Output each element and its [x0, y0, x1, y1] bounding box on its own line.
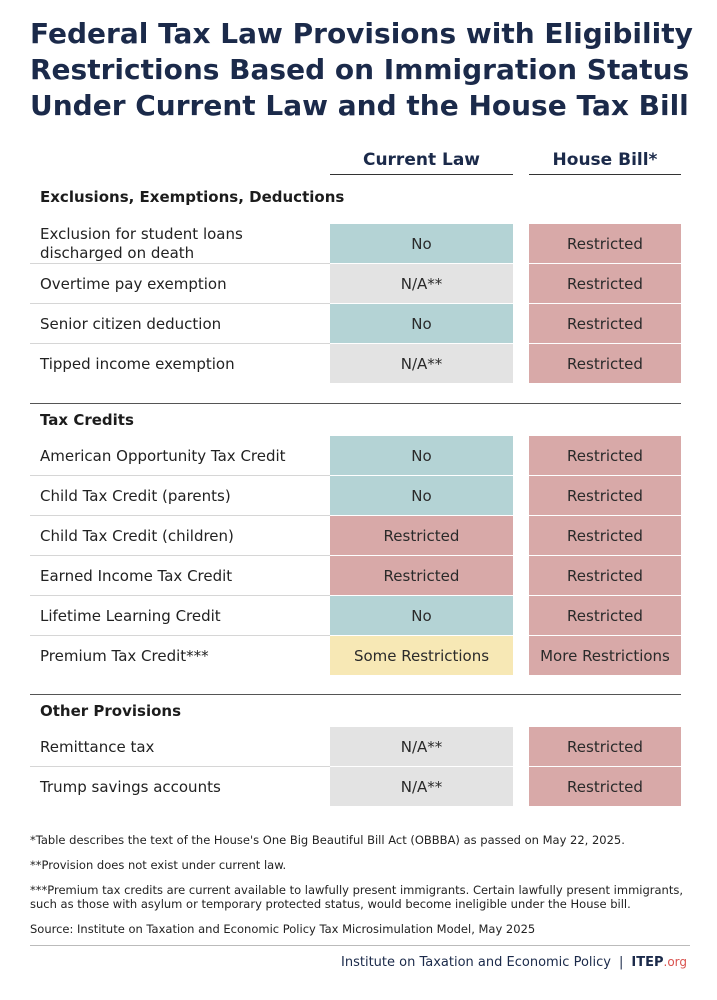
table-row [30, 224, 681, 264]
footer-divider [30, 945, 690, 946]
current-law-cell: No [330, 224, 513, 264]
house-bill-cell: Restricted [529, 476, 681, 516]
table-row [30, 264, 681, 304]
house-bill-cell: Restricted [529, 344, 681, 384]
row-label: Tipped income exemption [40, 354, 235, 373]
house-bill-cell: Restricted [529, 224, 681, 264]
footer-credit [341, 955, 687, 970]
row-label: Earned Income Tax Credit [40, 566, 233, 585]
table-row [30, 436, 681, 476]
house-bill-cell: Restricted [529, 727, 681, 767]
org-name: Institute on Taxation and Economic Policy [341, 955, 611, 970]
current-law-cell: No [330, 436, 513, 476]
current-law-cell: N/A** [330, 344, 513, 384]
table-row [30, 727, 681, 767]
current-law-cell: Restricted [330, 556, 513, 596]
separator: | [618, 955, 624, 970]
row-label: American Opportunity Tax Credit [40, 446, 286, 465]
table-row [30, 476, 681, 516]
section-title: Other Provisions [40, 702, 181, 720]
current-law-cell: Restricted [330, 516, 513, 556]
footnote-table-description: *Table describes the text of the House's One Big Beautiful Bill Act (OBBBA) as passed on May 22, 2025. [30, 833, 625, 847]
footnote-not-existing: **Provision does not exist under current law. [30, 858, 287, 872]
source-note: Source: Institute on Taxation and Economic Policy Tax Microsimulation Model, May 2025 [30, 922, 536, 936]
row-label: Overtime pay exemption [40, 274, 227, 293]
itep-logo[interactable] [631, 955, 687, 970]
section-title: Tax Credits [40, 411, 134, 429]
table-row [30, 516, 681, 556]
current-law-cell: N/A** [330, 264, 513, 304]
column-header-current-law: Current Law [330, 150, 513, 175]
current-law-cell: Some Restrictions [330, 636, 513, 676]
section-divider [30, 694, 681, 695]
row-label: Trump savings accounts [40, 777, 221, 796]
logo-suffix: .org [663, 955, 687, 969]
table-row [30, 304, 681, 344]
column-header-house-bill: House Bill* [529, 150, 681, 175]
row-label: Child Tax Credit (children) [40, 526, 234, 545]
row-label: Remittance tax [40, 737, 155, 756]
table-row [30, 344, 681, 384]
row-label: Premium Tax Credit*** [40, 646, 209, 665]
current-law-cell: No [330, 596, 513, 636]
current-law-cell: No [330, 476, 513, 516]
logo-main: ITEP [631, 955, 664, 970]
house-bill-cell: Restricted [529, 556, 681, 596]
house-bill-cell: More Restrictions [529, 636, 681, 676]
row-label: Exclusion for student loans discharged on death [40, 225, 243, 262]
section-tax-credits [30, 403, 681, 683]
table-row [30, 767, 681, 807]
current-law-cell: N/A** [330, 727, 513, 767]
current-law-cell: N/A** [330, 767, 513, 807]
footnote-premium-credit: ***Premium tax credits are current available to lawfully present immigrants. Certain lawfully present immigrants, such as those with asylum or temporary protected status, would become ineligible under the House bill. [30, 883, 684, 911]
row-label: Child Tax Credit (parents) [40, 486, 231, 505]
house-bill-cell: Restricted [529, 516, 681, 556]
house-bill-cell: Restricted [529, 596, 681, 636]
table-row [30, 636, 681, 676]
page-title: Federal Tax Law Provisions with Eligibility Restrictions Based on Immigration Status Under Current Law and the House Tax Bill [30, 17, 693, 122]
section-exclusions [30, 186, 681, 386]
table-row [30, 596, 681, 636]
house-bill-cell: Restricted [529, 436, 681, 476]
section-title: Exclusions, Exemptions, Deductions [40, 188, 345, 206]
current-law-cell: No [330, 304, 513, 344]
section-other-provisions [30, 694, 681, 814]
row-label: Senior citizen deduction [40, 314, 222, 333]
section-divider [30, 403, 681, 404]
row-label: Lifetime Learning Credit [40, 606, 221, 625]
house-bill-cell: Restricted [529, 264, 681, 304]
table-row [30, 556, 681, 596]
house-bill-cell: Restricted [529, 767, 681, 807]
house-bill-cell: Restricted [529, 304, 681, 344]
